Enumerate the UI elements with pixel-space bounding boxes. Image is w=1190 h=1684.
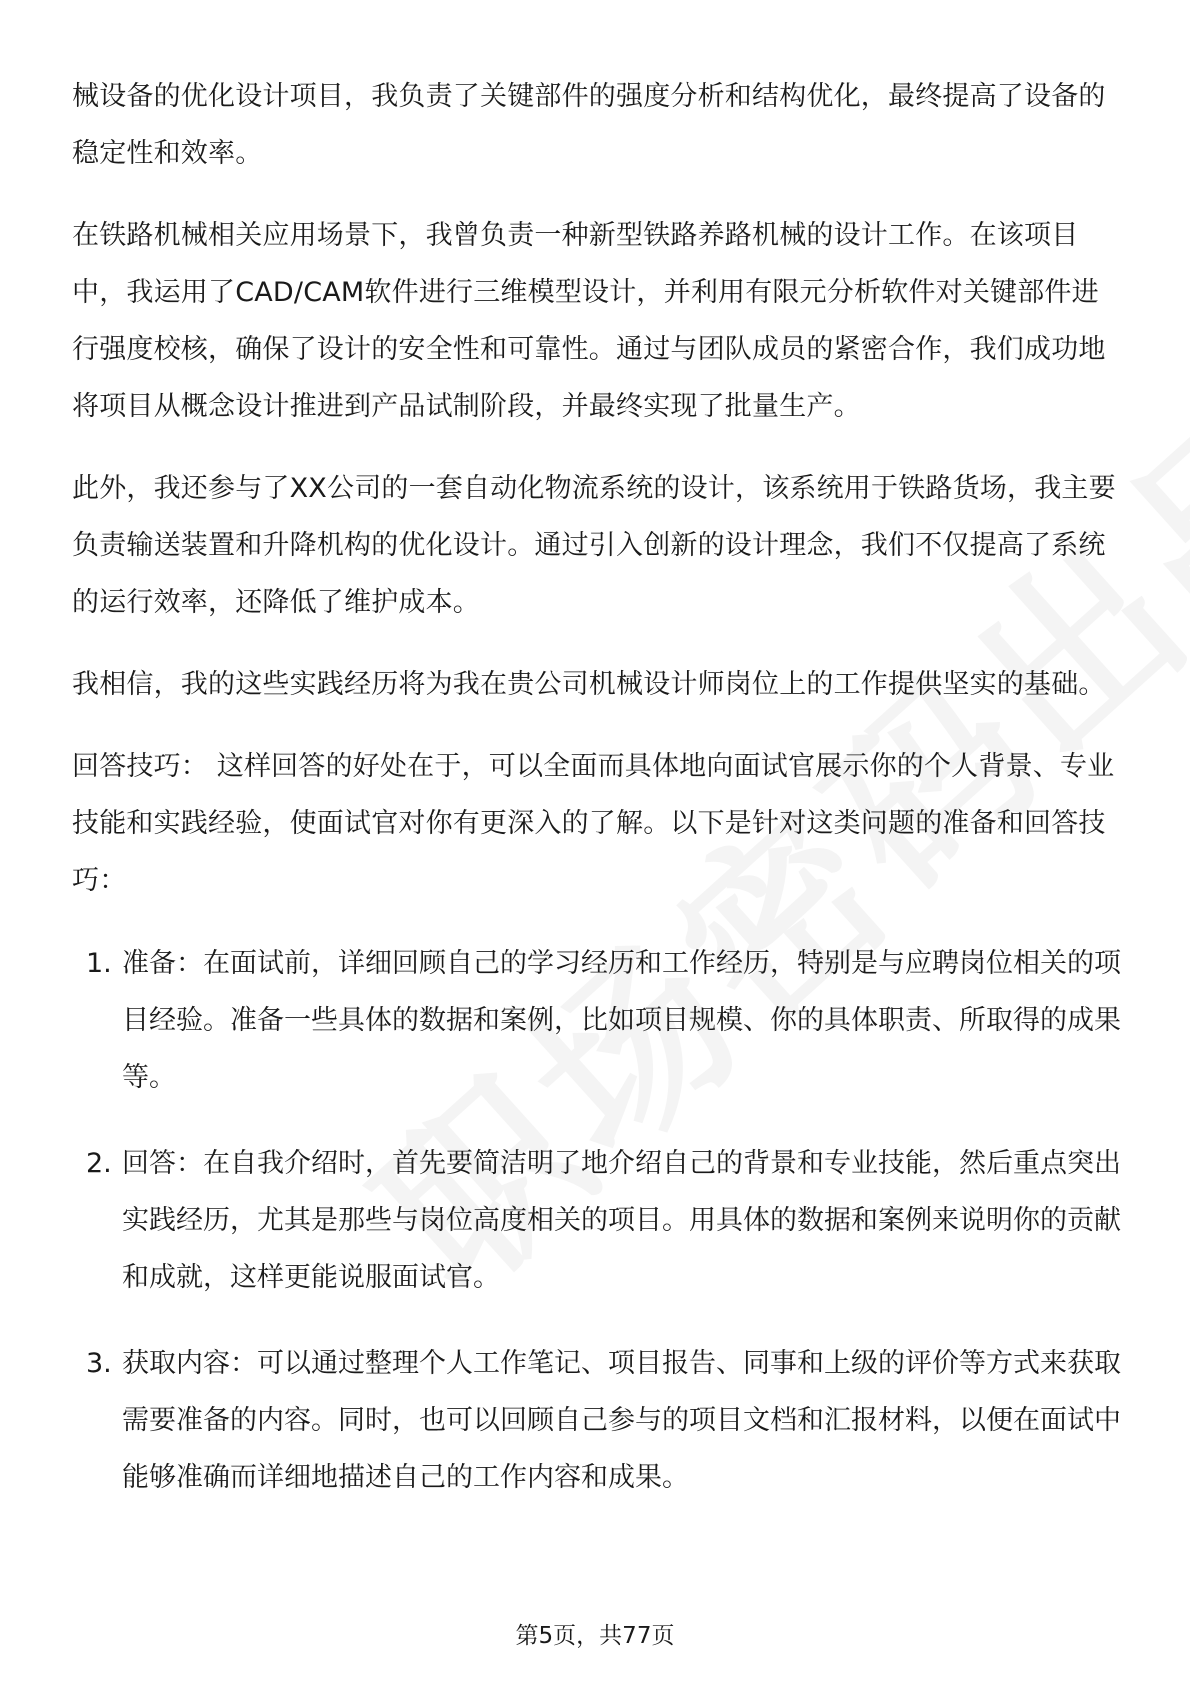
- list-item: [72, 935, 1122, 1106]
- paragraph: 械设备的优化设计项目，我负责了关键部件的强度分析和结构优化，最终提高了设备的稳定性和效率。: [72, 81, 1106, 169]
- tips-list: [72, 935, 1122, 1506]
- list-item: [72, 1135, 1122, 1306]
- list-item-text: 获取内容：可以通过整理个人工作笔记、项目报告、同事和上级的评价等方式来获取需要准备的内容。同时，也可以回顾自己参与的项目文档和汇报材料，以便在面试中能够准确而详细地描述自己的工作内容和成果。: [122, 1348, 1121, 1493]
- list-number: 3.: [86, 1348, 112, 1379]
- list-item: [72, 1335, 1122, 1506]
- list-number: 2.: [86, 1148, 112, 1179]
- list-item-text: 准备：在面试前，详细回顾自己的学习经历和工作经历，特别是与应聘岗位相关的项目经验。准备一些具体的数据和案例，比如项目规模、你的具体职责、所取得的成果等。: [122, 948, 1121, 1093]
- list-number: 1.: [86, 948, 112, 979]
- paragraph: 在铁路机械相关应用场景下，我曾负责一种新型铁路养路机械的设计工作。在该项目中，我运用了CAD/CAM软件进行三维模型设计，并利用有限元分析软件对关键部件进行强度校核，确保了设计的安全性和可靠性。通过与团队成员的紧密合作，我们成功地将项目从概念设计推进到产品试制阶段，并最终实现了批量生产。: [72, 220, 1106, 422]
- document-body: [72, 68, 1122, 1535]
- list-item-text: 回答：在自我介绍时，首先要简洁明了地介绍自己的背景和专业技能，然后重点突出实践经历，尤其是那些与岗位高度相关的项目。用具体的数据和案例来说明你的贡献和成就，这样更能说服面试官。: [122, 1148, 1121, 1293]
- paragraph: 我相信，我的这些实践经历将为我在贵公司机械设计师岗位上的工作提供坚实的基础。: [72, 669, 1106, 700]
- page-footer: 第5页，共77页: [515, 1623, 675, 1649]
- paragraph-answer-tips: 回答技巧： 这样回答的好处在于，可以全面而具体地向面试官展示你的个人背景、专业技能和实践经验，使面试官对你有更深入的了解。以下是针对这类问题的准备和回答技巧：: [72, 751, 1115, 896]
- paragraph: 此外，我还参与了XX公司的一套自动化物流系统的设计，该系统用于铁路货场，我主要负责输送装置和升降机构的优化设计。通过引入创新的设计理念，我们不仅提高了系统的运行效率，还降低了维护成本。: [72, 473, 1116, 618]
